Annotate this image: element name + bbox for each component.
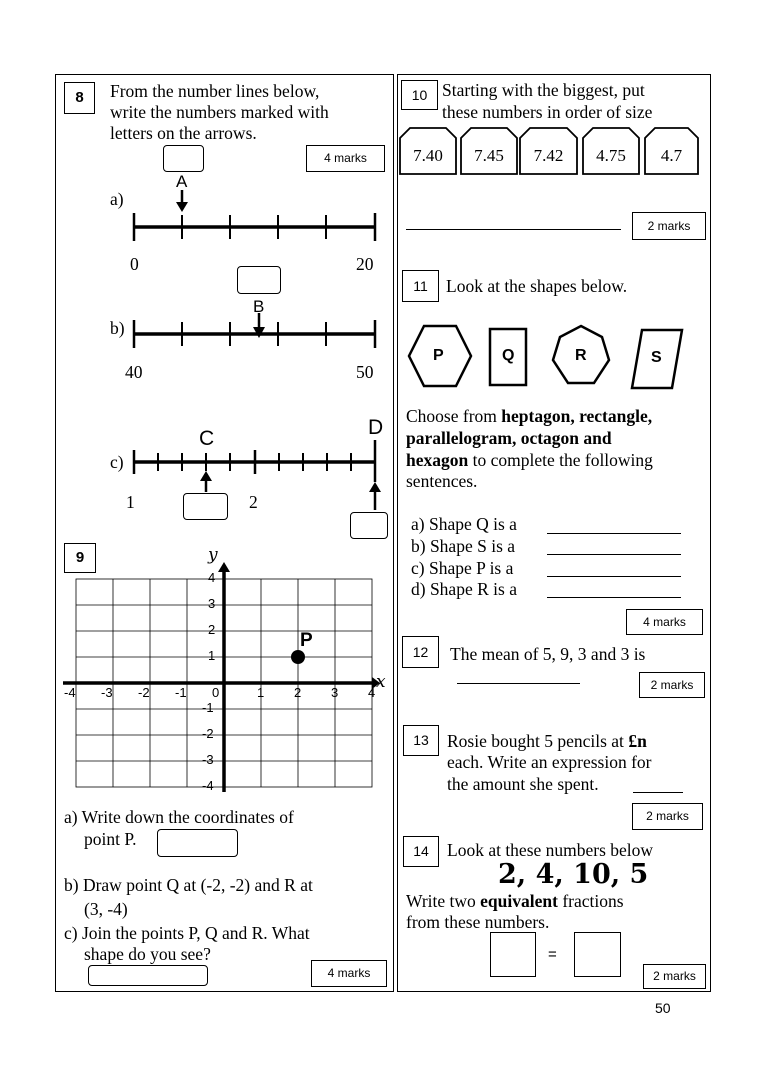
- card-1-value: 7.40: [413, 146, 443, 165]
- q11-number: 11: [402, 270, 439, 302]
- q11-sentence-b: b) Shape S is a: [411, 536, 516, 556]
- q9-marks: 4 marks: [311, 960, 387, 987]
- arrow-c-label: C: [199, 427, 215, 450]
- x-tick--3: -3: [101, 685, 113, 700]
- q13-number: 13: [403, 725, 439, 756]
- y-tick--4: -4: [202, 778, 214, 793]
- x-tick-2: 2: [294, 685, 302, 700]
- card-4-value: 4.75: [596, 146, 626, 165]
- q8-number: 8: [64, 82, 95, 114]
- number-line-a: [134, 190, 375, 241]
- q9-answer-a[interactable]: [157, 829, 238, 857]
- arrow-c-icon: [200, 471, 212, 481]
- q11-choose-line-2: [406, 428, 612, 449]
- line-b-start: 40: [125, 362, 143, 382]
- line-b-end: 50: [356, 362, 374, 382]
- q11-choose-line-4: sentences.: [406, 471, 478, 491]
- q8-text-line-3: letters on the arrows.: [110, 123, 257, 143]
- q13-marks: 2 marks: [632, 803, 703, 830]
- point-p-marker: [291, 650, 305, 664]
- q11-choose-bold-1: heptagon, rectangle,: [501, 406, 653, 426]
- x-tick--4: -4: [64, 685, 76, 700]
- line-a-end: 20: [356, 254, 374, 274]
- q9-c-line-1: c) Join the points P, Q and R. What: [64, 923, 310, 943]
- q11-sentence-a: a) Shape Q is a: [411, 514, 517, 534]
- q11-choose-bold-2: parallelogram, octagon and: [406, 428, 612, 448]
- y-tick-2: 2: [208, 622, 216, 637]
- q14-write-line-1: Write two equivalent fractions: [406, 891, 624, 911]
- point-p-label: P: [300, 630, 313, 651]
- q11-marks: 4 marks: [626, 609, 703, 635]
- q9-number: 9: [64, 543, 96, 573]
- q14-text: Look at these numbers below: [447, 840, 654, 860]
- q8-label-a: a): [110, 189, 124, 209]
- q11-sentence-c: c) Shape P is a: [411, 558, 514, 578]
- q12-answer-line[interactable]: [457, 683, 580, 684]
- q8-text-line-2: write the numbers marked with: [110, 102, 329, 122]
- q12-text: The mean of 5, 9, 3 and 3 is: [450, 644, 646, 664]
- card-5-value: 4.7: [660, 146, 683, 165]
- arrow-d-label: D: [368, 416, 384, 439]
- q9-a-line-2: point P.: [84, 829, 137, 849]
- q11-text: Look at the shapes below.: [446, 276, 628, 296]
- q9-a-line-1: a) Write down the coordinates of: [64, 807, 294, 827]
- q14-write-line-2: from these numbers.: [406, 912, 550, 932]
- q13-text-line-2: each. Write an expression for: [447, 752, 652, 772]
- q14-number: 14: [403, 836, 439, 867]
- card-2-value: 7.45: [474, 146, 504, 165]
- q8-label-b: b): [110, 318, 125, 338]
- q8-number-lines: [0, 0, 400, 540]
- shape-r-label: R: [575, 347, 587, 364]
- y-tick--1: -1: [202, 700, 214, 715]
- arrow-a-label: A: [176, 172, 188, 191]
- q9-c-line-2: shape do you see?: [84, 944, 211, 964]
- q9-answer-c[interactable]: [88, 965, 208, 986]
- q9-b-line-1: b) Draw point Q at (-2, -2) and R at: [64, 875, 313, 895]
- q11-choose-line-1: Choose from heptagon, rectangle,: [406, 406, 653, 426]
- shape-q-label: Q: [502, 347, 515, 364]
- q11-sentence-d: d) Shape R is a: [411, 579, 517, 599]
- q10-text-line-1: Starting with the biggest, put: [442, 80, 645, 100]
- x-tick--1: -1: [175, 685, 187, 700]
- q12-marks: 2 marks: [639, 672, 705, 698]
- x-axis-label: x: [376, 672, 386, 692]
- q10-answer-line[interactable]: [406, 229, 621, 230]
- q13-answer-line[interactable]: [633, 792, 683, 793]
- q14-fraction-box-2[interactable]: [574, 932, 621, 977]
- q13-text-line-1: Rosie bought 5 pencils at £n: [447, 731, 647, 751]
- q11-choose-bold-3: hexagon: [406, 450, 469, 470]
- q10-text-line-2: these numbers in order of size: [442, 102, 653, 122]
- q14-equals: =: [548, 946, 557, 963]
- y-axis-arrow-icon: [218, 562, 230, 572]
- y-tick-1: 1: [208, 648, 216, 663]
- y-tick-3: 3: [208, 596, 216, 611]
- y-tick--3: -3: [202, 752, 214, 767]
- q8-label-c: c): [110, 452, 124, 472]
- shape-s-label: S: [651, 349, 662, 366]
- line-c-mid: 2: [249, 492, 258, 512]
- q11-answer-line-d[interactable]: [547, 597, 681, 598]
- y-axis-label: y: [208, 545, 218, 565]
- q9-b-line-2: (3, -4): [84, 899, 128, 919]
- number-line-b: [134, 313, 375, 348]
- q11-shapes: [397, 315, 711, 395]
- y-tick--2: -2: [202, 726, 214, 741]
- q12-number: 12: [402, 636, 439, 668]
- x-tick-1: 1: [257, 685, 265, 700]
- x-tick--2: -2: [138, 685, 150, 700]
- q10-number: 10: [401, 80, 438, 110]
- line-a-start: 0: [130, 254, 139, 274]
- q8-marks: 4 marks: [306, 145, 385, 172]
- q13-text-line-3: the amount she spent.: [447, 774, 599, 794]
- x-tick-3: 3: [331, 685, 339, 700]
- q11-answer-line-a[interactable]: [547, 533, 681, 534]
- q11-answer-line-b[interactable]: [547, 554, 681, 555]
- line-c-start: 1: [126, 492, 135, 512]
- q8-text-line-1: From the number lines below,: [110, 81, 320, 101]
- q9-coordinate-grid: [0, 540, 400, 800]
- page-number: 50: [655, 1000, 671, 1016]
- q11-answer-line-c[interactable]: [547, 576, 681, 577]
- x-tick-4: 4: [368, 685, 376, 700]
- q14-numbers: 2, 4, 10, 5: [498, 859, 649, 890]
- q10-marks: 2 marks: [632, 212, 706, 240]
- y-tick-4: 4: [208, 570, 216, 585]
- q11-choose-line-3: hexagon to complete the following: [406, 450, 653, 470]
- card-3-value: 7.42: [533, 146, 564, 165]
- arrow-b-label: B: [253, 297, 265, 316]
- arrow-a-icon: [176, 202, 188, 212]
- q14-marks: 2 marks: [643, 964, 706, 989]
- shape-p-label: P: [433, 347, 444, 364]
- q14-equivalent-bold: equivalent: [480, 891, 558, 911]
- q13-price-bold: £n: [628, 731, 647, 751]
- q14-fraction-box-1[interactable]: [490, 932, 536, 977]
- arrow-d-icon: [369, 482, 381, 492]
- x-tick-0: 0: [212, 685, 220, 700]
